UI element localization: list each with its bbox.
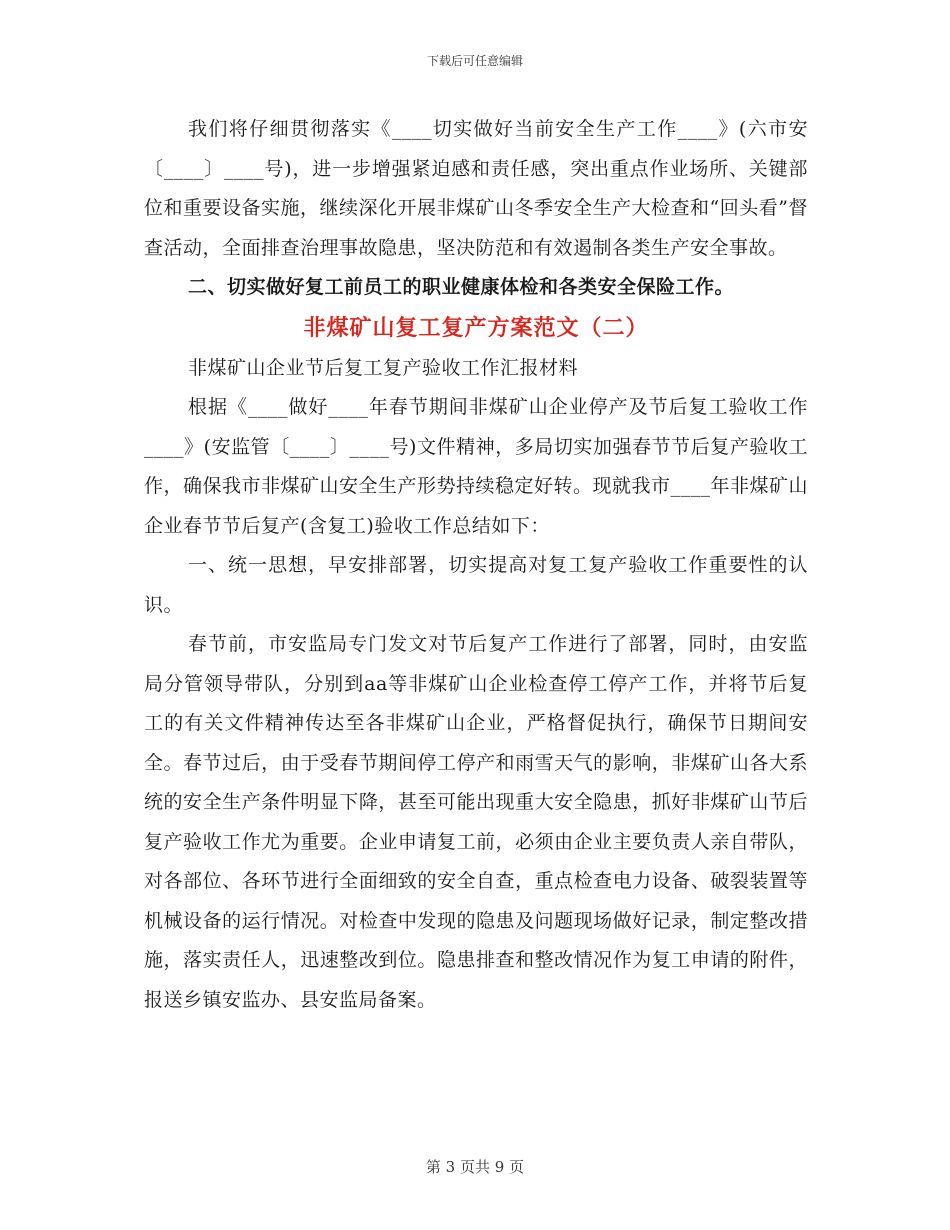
section-heading-health-check: 二、切实做好复工前员工的职业健康体检和各类安全保险工作。 [188,276,735,298]
paragraph-before-spring-festival: 春节前，市安监局专门发文对节后复产工作进行了部署，同时，由安监局分管领导带队，分别到aa等非煤矿山企业检查停工停产工作，并将节后复工的有关文件精神传达至各非煤矿山企业，严格督促执行，确保节日期间安全。春节过后，由于受春节期间停工停产和雨雪天气的影响，非煤矿山各大系统的安全生产条件明显下降，甚至可能出现重大安全隐患，抓好非煤矿山节后复产验收工作尤为重要。企业申请复工前，必须由企业主要负责人亲自带队，对各部位、各环节进行全面细致的安全自查，重点检查电力设备、破裂装置等机械设备的运行情况。对检查中发现的隐患及问题现场做好记录，制定整改措施，落实责任人，迅速整改到位。隐患排查和整改情况作为复工申请的附件，报送乡镇安监办、县安监局备案。 [144,633,808,1011]
document-title: 非煤矿山复工复产方案范文（二） [303,314,649,341]
paragraph-implementation: 我们将仔细贯彻落实《____切实做好当前安全生产工作____》(六市安〔____〕____号)，进一步增强紧迫感和责任感，突出重点作业场所、关键部位和重要设备实施，继续深化开展非煤矿山冬季安全生产大检查和“回头看”督查活动，全面排查治理事故隐患，坚决防范和有效遏制各类生产安全事故。 [144,118,808,259]
section-heading-unify-thinking: 一、统一思想，早安排部署，切实提高对复工复产验收工作重要性的认识。 [144,554,808,616]
paragraph-according-to: 根据《____做好____年春节期间非煤矿山企业停产及节后复工验收工作____》(安监管〔____〕____号)文件精神，多局切实加强春节节后复产验收工作，确保我市非煤矿山安全生产形势持续稳定好转。现就我市____年非煤矿山企业春节节后复产(含复工)验收工作总结如下： [144,396,809,537]
page-header-note: 下载后可任意编辑 [426,54,523,68]
document-body [144,110,808,1020]
paragraph-report-title: 非煤矿山企业节后复工复产验收工作汇报材料 [188,356,579,379]
page-number: 第 3 页共 9 页 [425,1158,525,1176]
